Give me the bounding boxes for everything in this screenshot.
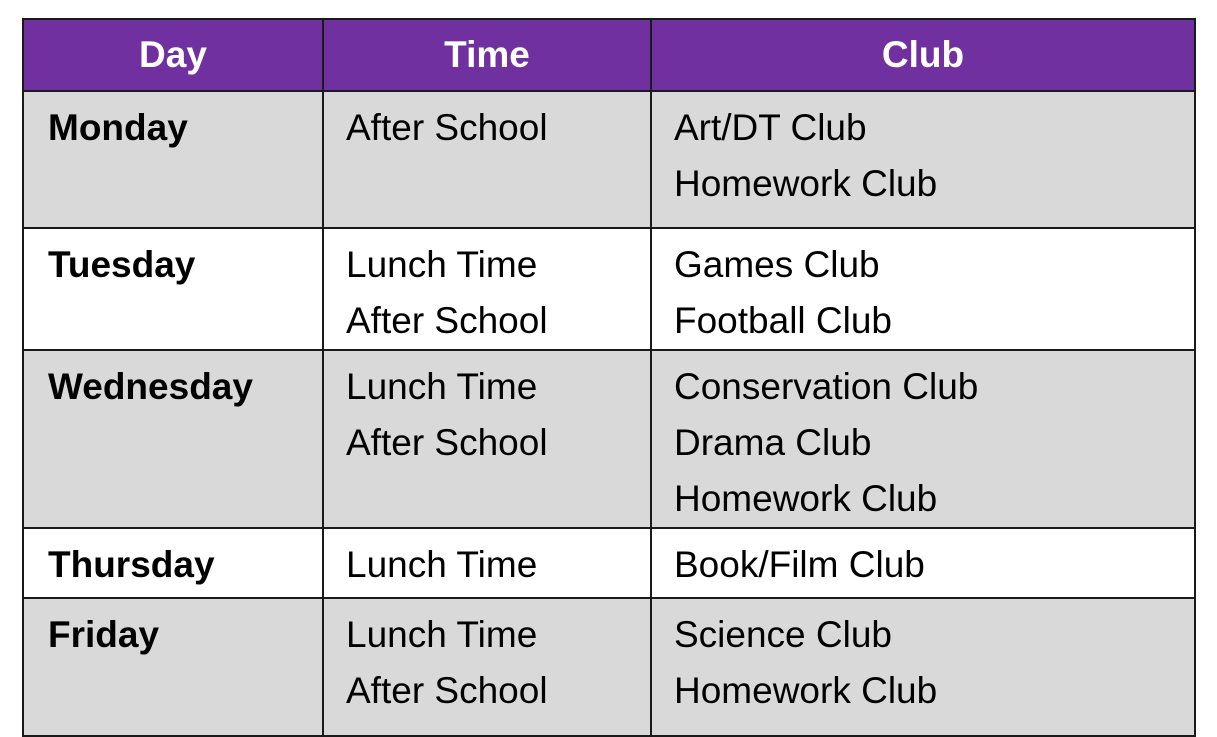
club-entry: Drama Club <box>674 422 872 463</box>
club-cell <box>651 91 1195 228</box>
time-cell <box>323 350 651 528</box>
day-cell <box>23 91 323 228</box>
club-entry: Art/DT Club <box>674 107 867 148</box>
table-row-thursday <box>23 528 1195 598</box>
time-cell <box>323 528 651 598</box>
time-entry: After School <box>346 670 548 711</box>
time-cell <box>323 598 651 736</box>
table-row-wednesday <box>23 350 1195 528</box>
header-club: Club <box>651 19 1195 91</box>
club-entry: Homework Club <box>674 478 938 519</box>
club-cell <box>651 528 1195 598</box>
club-entry: Games Club <box>674 244 880 285</box>
table-row-tuesday <box>23 228 1195 350</box>
time-entry: Lunch Time <box>346 544 538 585</box>
time-entry: Lunch Time <box>346 614 538 655</box>
club-cell <box>651 598 1195 736</box>
day-cell <box>23 528 323 598</box>
day-label: Monday <box>48 107 188 148</box>
club-entry: Homework Club <box>674 670 938 711</box>
header-row <box>23 19 1195 91</box>
day-label: Wednesday <box>48 366 253 407</box>
day-label: Thursday <box>48 544 215 585</box>
day-cell <box>23 228 323 350</box>
time-entry: After School <box>346 422 548 463</box>
time-entry: After School <box>346 107 548 148</box>
day-label: Friday <box>48 614 160 655</box>
club-entry: Homework Club <box>674 163 938 204</box>
club-cell <box>651 350 1195 528</box>
time-entry: Lunch Time <box>346 244 538 285</box>
club-entry: Football Club <box>674 300 893 341</box>
day-label: Tuesday <box>48 244 196 285</box>
time-cell <box>323 228 651 350</box>
day-cell <box>23 350 323 528</box>
club-schedule-table <box>22 18 1196 737</box>
club-entry: Conservation Club <box>674 366 979 407</box>
time-entry: After School <box>346 300 548 341</box>
table-row-friday <box>23 598 1195 736</box>
club-cell <box>651 228 1195 350</box>
club-entry: Book/Film Club <box>674 544 925 585</box>
day-cell <box>23 598 323 736</box>
table-row-monday <box>23 91 1195 228</box>
time-entry: Lunch Time <box>346 366 538 407</box>
club-entry: Science Club <box>674 614 893 655</box>
time-cell <box>323 91 651 228</box>
header-day: Day <box>23 19 323 91</box>
header-time: Time <box>323 19 651 91</box>
